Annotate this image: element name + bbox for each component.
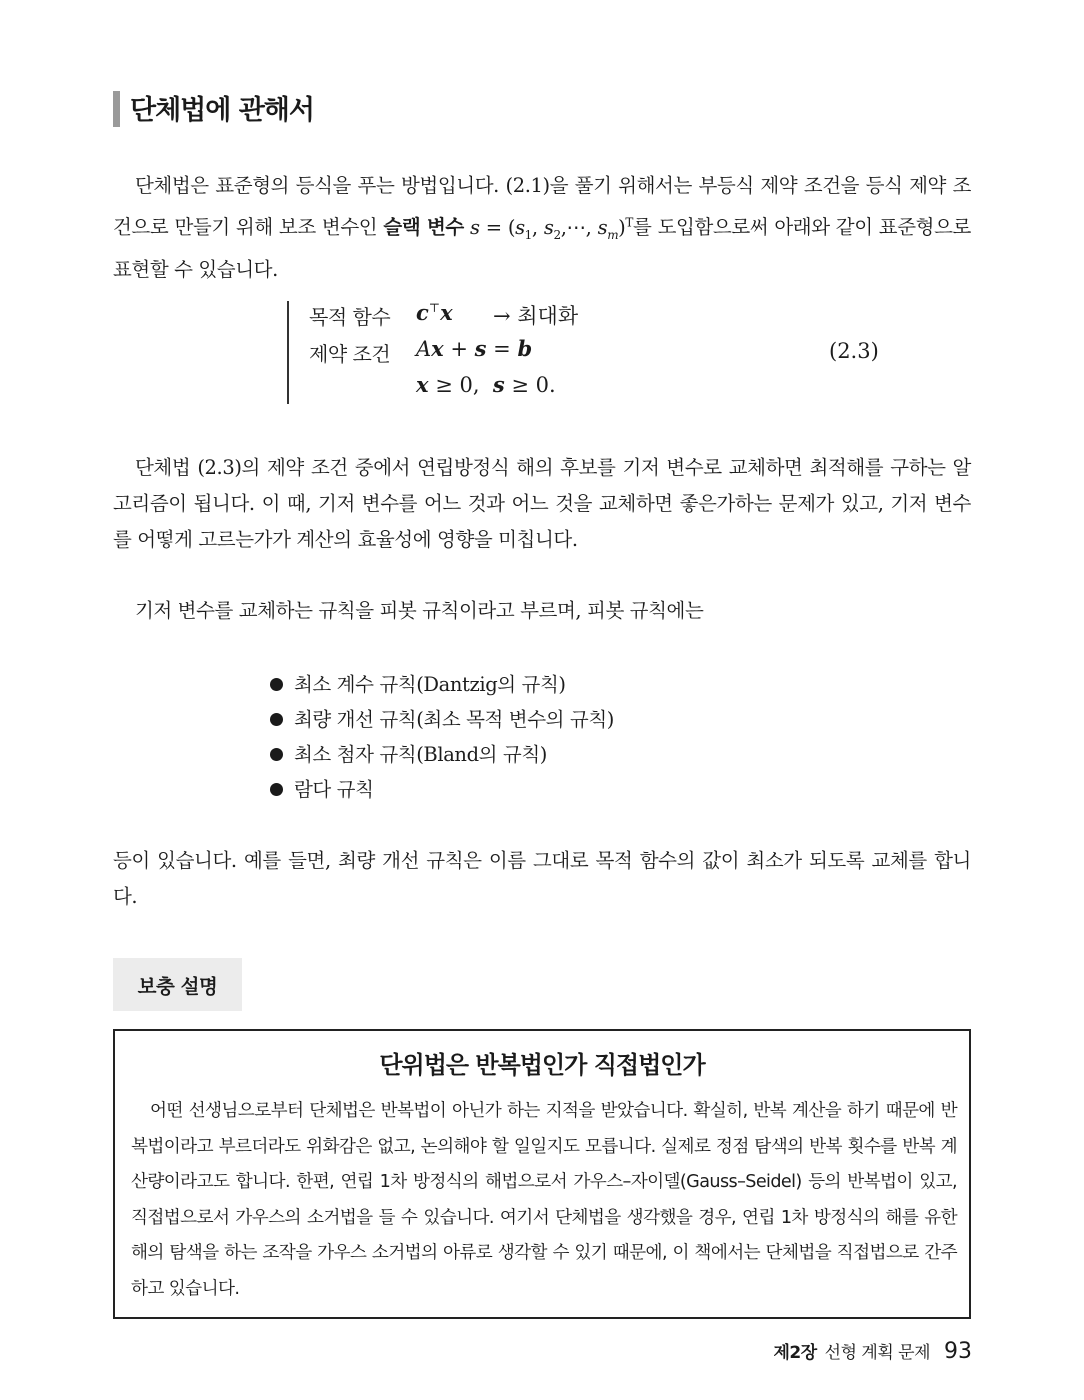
paragraph-pivot-rules: 기저 변수를 교체하는 규칙을 피봇 규칙이라고 부르며, 피봇 규칙에는 bbox=[135, 599, 704, 622]
equation-row-objective bbox=[309, 301, 390, 330]
paragraph-algorithm: 단체법 (2.3)의 제약 조건 중에서 연립방정식 해의 후보를 기저 변수로 교체하면 최적해를 구하는 알고리즘이 됩니다. 이 때, 기저 변수를 어느 것과 어느 것을 교체하면 좋은가하는 문제가 있고, 기저 변수를 어떻게 고르는가가 계산의 효율성에 영향을 미칩니다. bbox=[113, 456, 971, 551]
heading-bar bbox=[113, 91, 120, 127]
paragraph-intro bbox=[113, 168, 971, 288]
bullet-icon bbox=[270, 783, 283, 796]
bullet-icon bbox=[270, 713, 283, 726]
slack-variable-term: 슬랙 변수 bbox=[383, 215, 464, 239]
objective-expression: c⊤x bbox=[416, 300, 453, 325]
page-number: 93 bbox=[944, 1339, 972, 1364]
list-item: 최량 개선 규칙(최소 목적 변수의 규칙) bbox=[270, 702, 614, 737]
page-footer bbox=[773, 1338, 972, 1364]
section-title: 단체법에 관해서 bbox=[130, 95, 314, 126]
paragraph-example: 등이 있습니다. 예를 들면, 최량 개선 규칙은 이름 그대로 목적 함수의 값이 최소가 되도록 교체를 합니다. bbox=[113, 849, 971, 908]
nonnegativity-expression: x ≥ 0, s ≥ 0. bbox=[416, 372, 556, 397]
paragraph-intro-text-2: 를 도입함으로써 아래와 같이 표준형으로 표현할 수 있습니다. bbox=[113, 215, 971, 282]
constraint-expression: Ax + s = b bbox=[416, 336, 533, 361]
equation-number: (2.3) bbox=[829, 339, 879, 363]
bullet-icon bbox=[270, 748, 283, 761]
equation-bar bbox=[287, 301, 289, 404]
footer-chapter: 제2장 bbox=[773, 1343, 817, 1363]
footer-chapter-title: 선형 계획 문제 bbox=[824, 1343, 930, 1363]
supplement-tag: 보충 설명 bbox=[113, 958, 242, 1011]
objective-label: 목적 함수 bbox=[309, 305, 391, 329]
supplement-title: 단위법은 반복법인가 직접법인가 bbox=[379, 1051, 705, 1079]
constraint-label: 제약 조건 bbox=[309, 342, 391, 366]
list-item: 람다 규칙 bbox=[270, 772, 614, 807]
list-item: 최소 첨자 규칙(Bland의 규칙) bbox=[270, 737, 614, 772]
equation-row-constraint bbox=[309, 338, 390, 367]
bullet-icon bbox=[270, 678, 283, 691]
supplement-body: 어떤 선생님으로부터 단체법은 반복법이 아닌가 하는 지적을 받았습니다. 확실히, 반복 계산을 하기 때문에 반복법이라고 부르더라도 위화감은 없고, 논의해야 할 일일지도 모릅니다. 실제로 정점 탐색의 반복 횟수를 반복 계산량이라고도 합니다. 한편, 연립 1차 방정식의 해법으로서 가우스–자이델(Gauss–Seidel) 등의 반복법이 있고, 직접법으로서 가우스의 소거법을 들 수 있습니다. 여기서 단체법을 생각했을 경우, 연립 1차 방정식의 해를 유한해의 탐색을 하는 조작을 가우스 소거법의 아류로 생각할 수 있기 때문에, 이 책에서는 단체법을 직접법으로 간주하고 있습니다. bbox=[131, 1101, 957, 1299]
paragraph-intro-text: 단체법은 표준형의 등식을 푸는 방법입니다. (2.1)을 풀기 위해서는 부등식 제약 조건을 등식 제약 조건으로 만들기 위해 보조 변수인 bbox=[113, 174, 971, 239]
objective-goal: → 최대화 bbox=[493, 304, 579, 328]
supplement-box bbox=[113, 1029, 971, 1319]
list-item: 최소 계수 규칙(Dantzig의 규칙) bbox=[270, 667, 614, 702]
slack-vector: $s = (s_1$, $s_2,\cdots$, $s_m)^T$ bbox=[470, 215, 633, 242]
pivot-rule-list bbox=[270, 667, 614, 807]
